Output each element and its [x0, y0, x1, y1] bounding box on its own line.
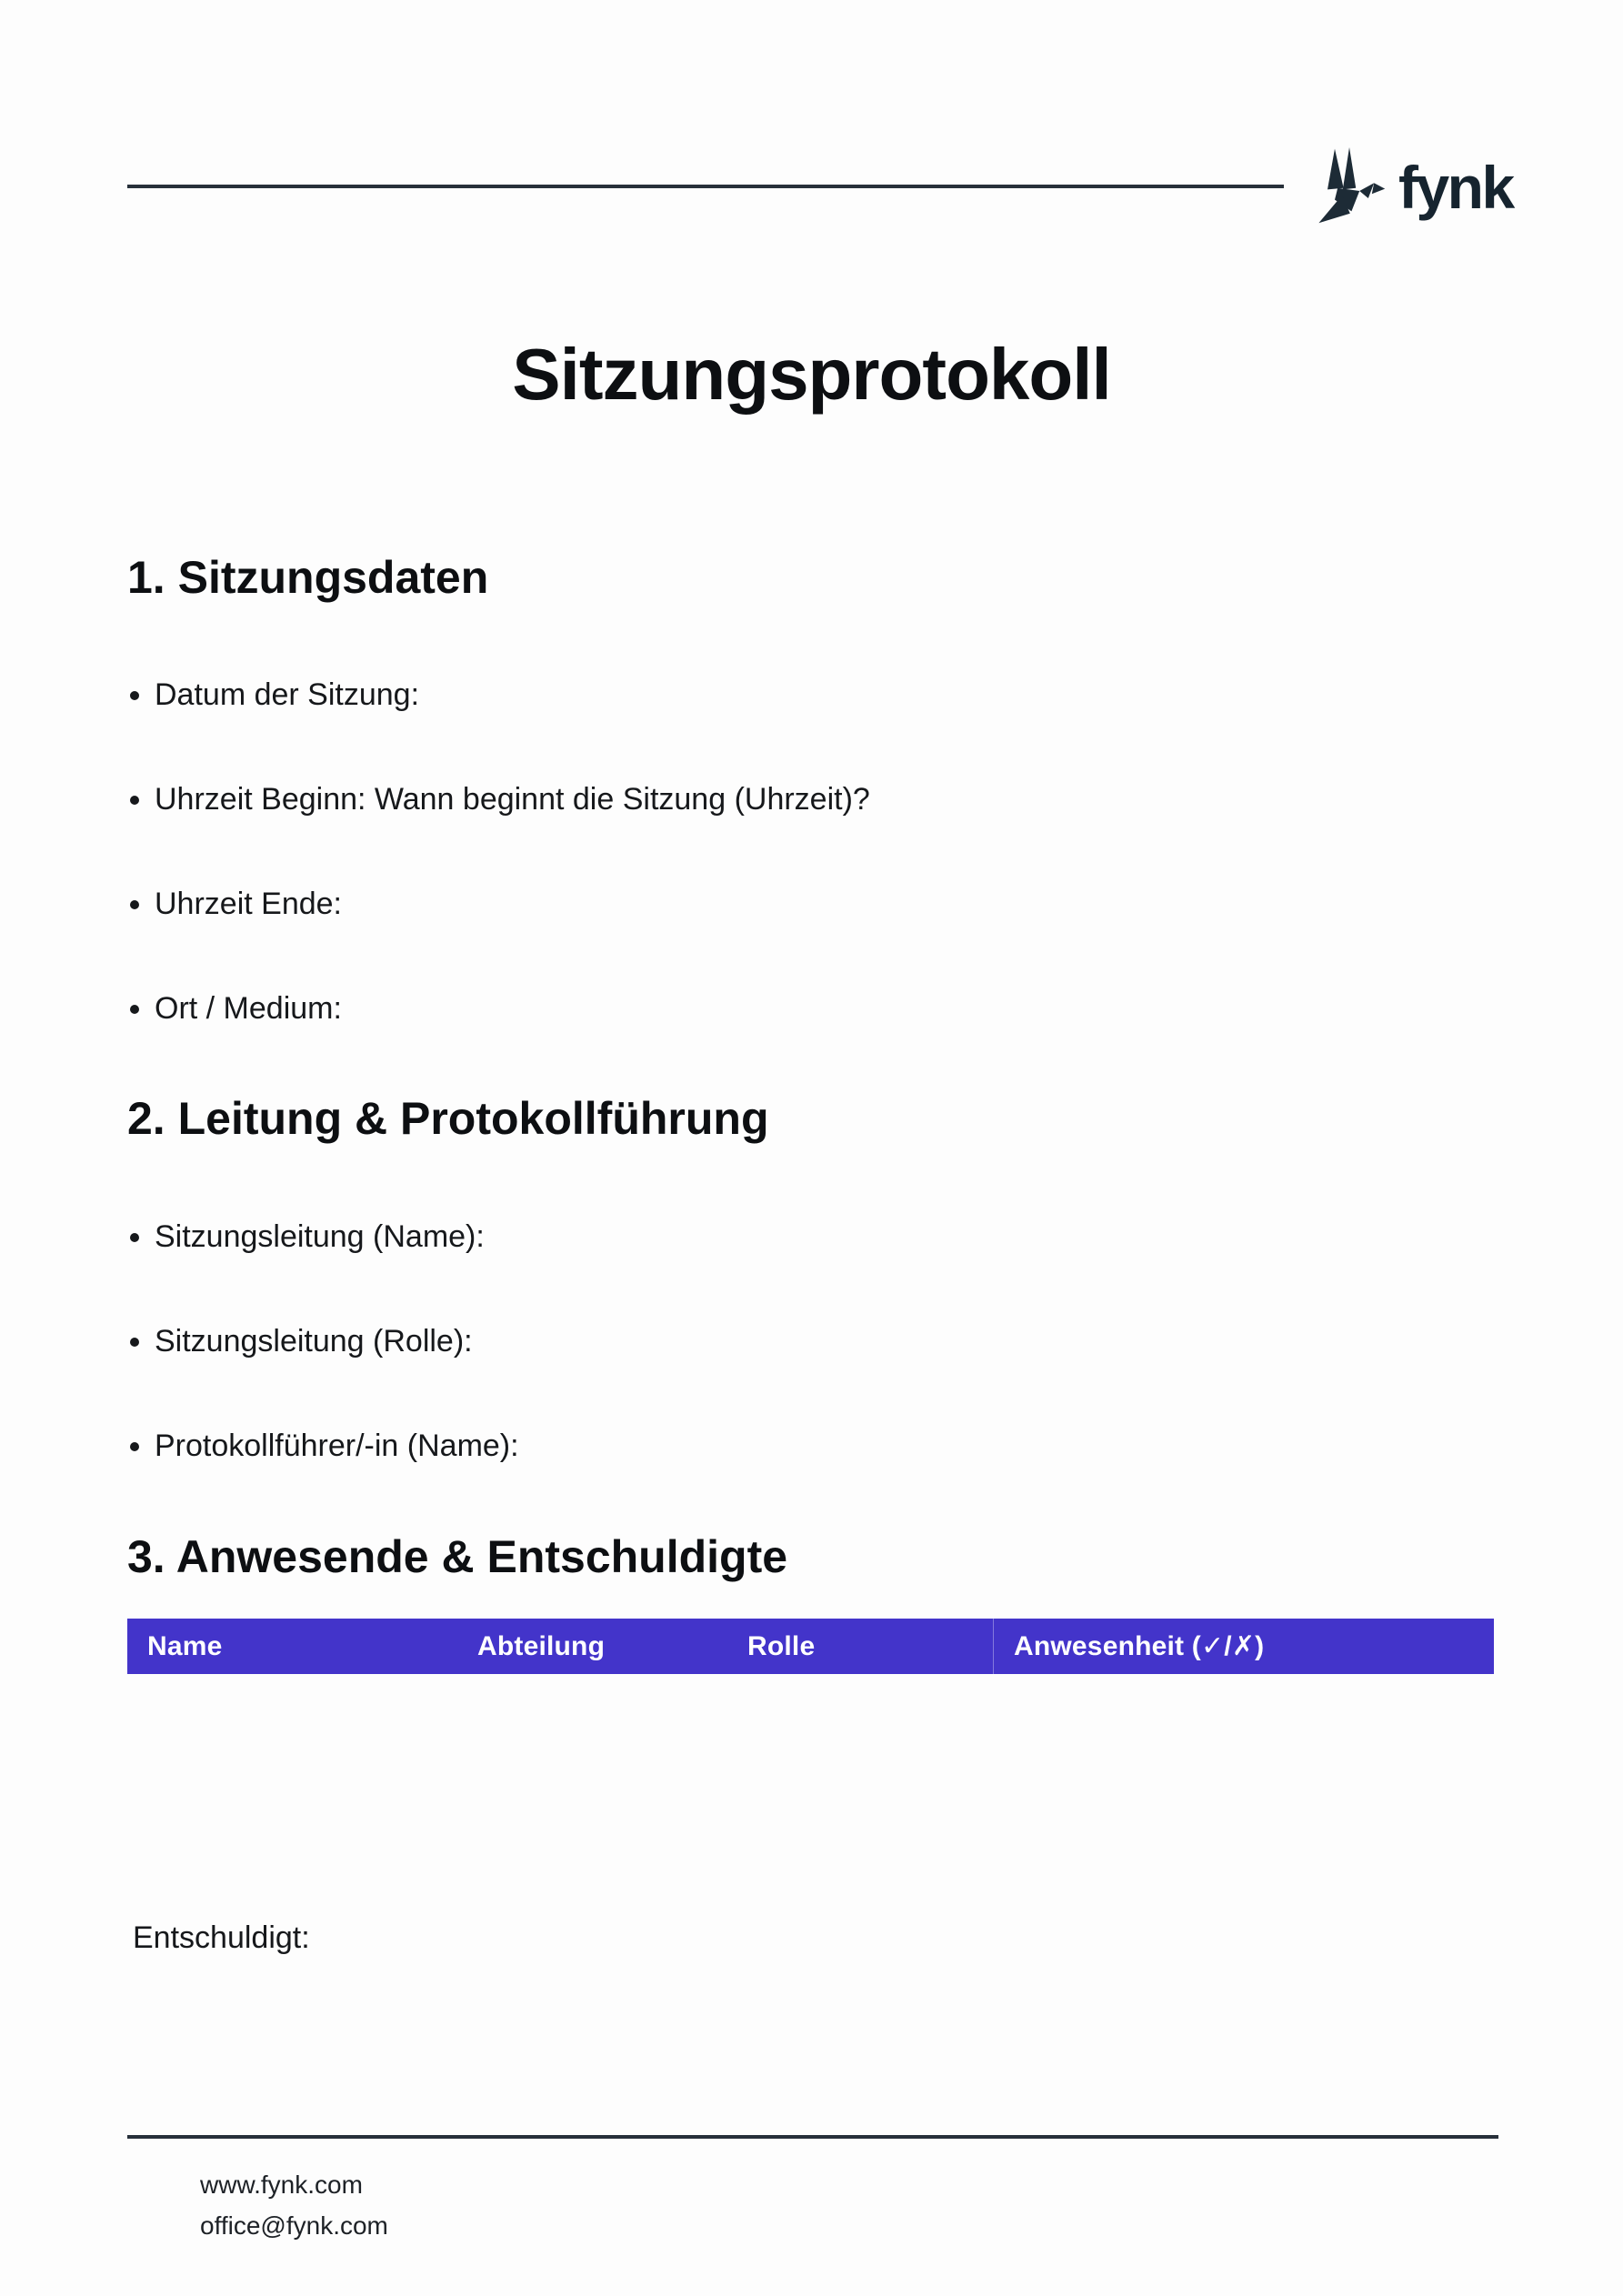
footer-website-link[interactable]: www.fynk.com: [200, 2171, 363, 2199]
section-heading-leitung: 2. Leitung & Protokollführung: [127, 1093, 769, 1144]
excused-label: Entschuldigt:: [133, 1920, 310, 1955]
column-header-anwesenheit: Anwesenheit (✓/✗): [993, 1619, 1494, 1674]
column-header-name: Name: [147, 1630, 223, 1661]
origami-bird-icon: [1313, 145, 1386, 229]
brand-wordmark: fynk: [1398, 154, 1513, 221]
header-divider: [127, 185, 1284, 188]
list-item: • Sitzungsleitung (Name):: [155, 1218, 1518, 1322]
sitzungsdaten-list: [127, 676, 1518, 1094]
footer: [200, 2164, 388, 2246]
column-header-abteilung: Abteilung: [477, 1630, 606, 1661]
leitung-list: [127, 1218, 1518, 1531]
footer-email-link[interactable]: office@fynk.com: [200, 2211, 388, 2240]
list-item: • Uhrzeit Ende:: [155, 885, 1518, 989]
list-item: • Uhrzeit Beginn: Wann beginnt die Sitzung (Uhrzeit)?: [155, 780, 1518, 885]
list-item: • Datum der Sitzung:: [155, 676, 1518, 780]
list-item: • Sitzungsleitung (Rolle):: [155, 1322, 1518, 1427]
page-title: Sitzungsprotokoll: [512, 334, 1111, 415]
section-heading-anwesende: 3. Anwesende & Entschuldigte: [127, 1531, 788, 1582]
list-item: • Protokollführer/-in (Name):: [155, 1427, 1518, 1531]
brand-logo: [1313, 145, 1513, 229]
column-header-rolle: Rolle: [747, 1630, 816, 1661]
attendance-table-header: [127, 1619, 1494, 1674]
footer-divider: [127, 2135, 1498, 2139]
list-item: • Ort / Medium:: [155, 989, 1518, 1094]
section-heading-sitzungsdaten: 1. Sitzungsdaten: [127, 552, 489, 603]
